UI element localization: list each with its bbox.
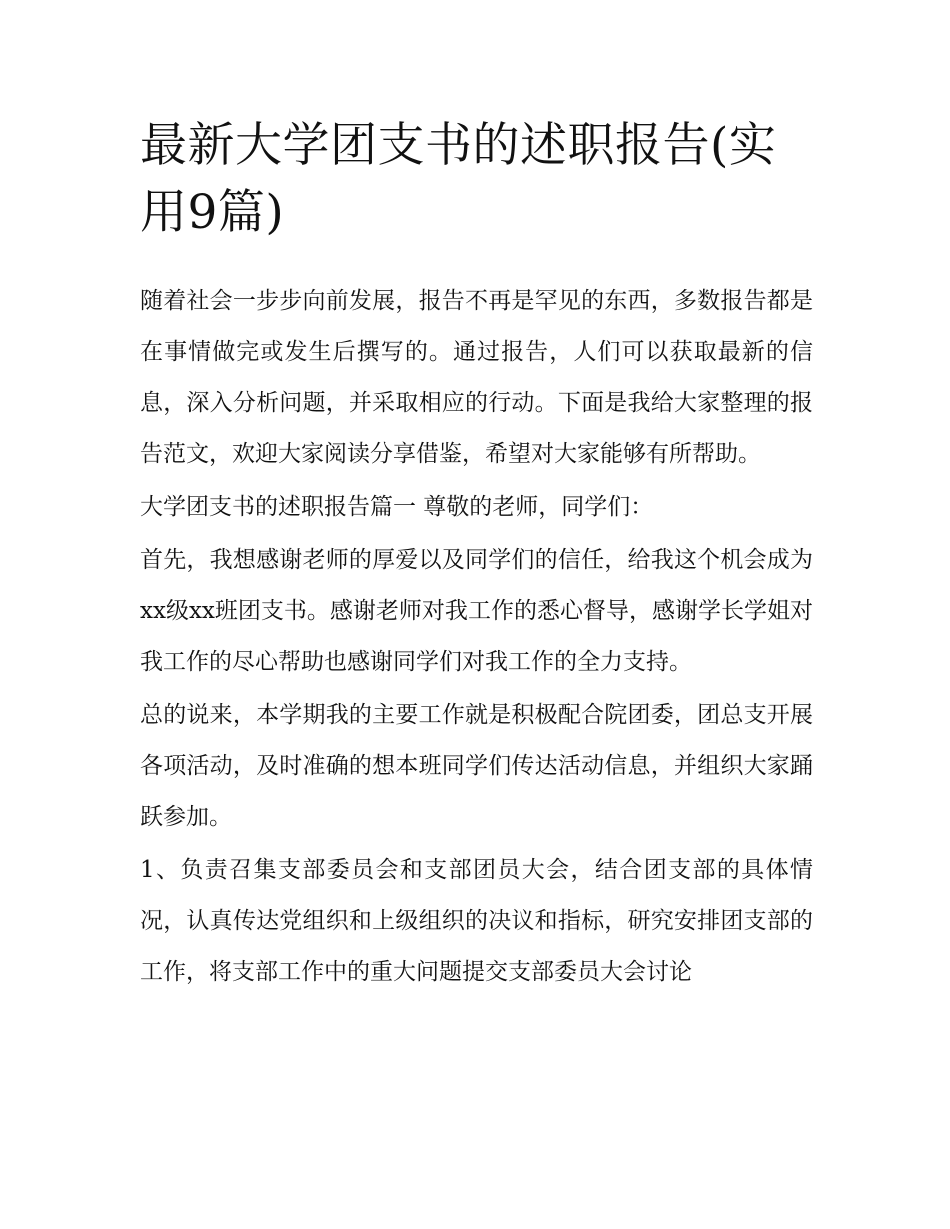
summary-paragraph: 总的说来，本学期我的主要工作就是积极配合院团委，团总支开展各项活动，及时准确的想本班同学们传达活动信息，并组织大家踊跃参加。 xyxy=(140,702,813,830)
document-body xyxy=(140,276,813,998)
section-heading-paragraph: 大学团支书的述职报告篇一 尊敬的老师，同学们： xyxy=(140,494,654,520)
intro-paragraph: 随着社会一步步向前发展，报告不再是罕见的东西，多数报告都是在事情做完或发生后撰写的。通过报告，人们可以获取最新的信息，深入分析问题，并采取相应的行动。下面是我给大家整理的报告范文，欢迎大家阅读分享借鉴，希望对大家能够有所帮助。 xyxy=(140,288,813,467)
document-title: 最新大学团支书的述职报告(实用9篇) xyxy=(140,118,777,240)
thanks-paragraph: 首先，我想感谢老师的厚爱以及同学们的信任，给我这个机会成为xx级xx班团支书。感谢老师对我工作的悉心督导，感谢学长学姐对我工作的尽心帮助也感谢同学们对我工作的全力支持。 xyxy=(140,547,813,675)
duty-item-paragraph: 1、负责召集支部委员会和支部团员大会，结合团支部的具体情况，认真传达党组织和上级组织的决议和指标，研究安排团支部的工作，将支部工作中的重大问题提交支部委员大会讨论 xyxy=(140,857,813,985)
